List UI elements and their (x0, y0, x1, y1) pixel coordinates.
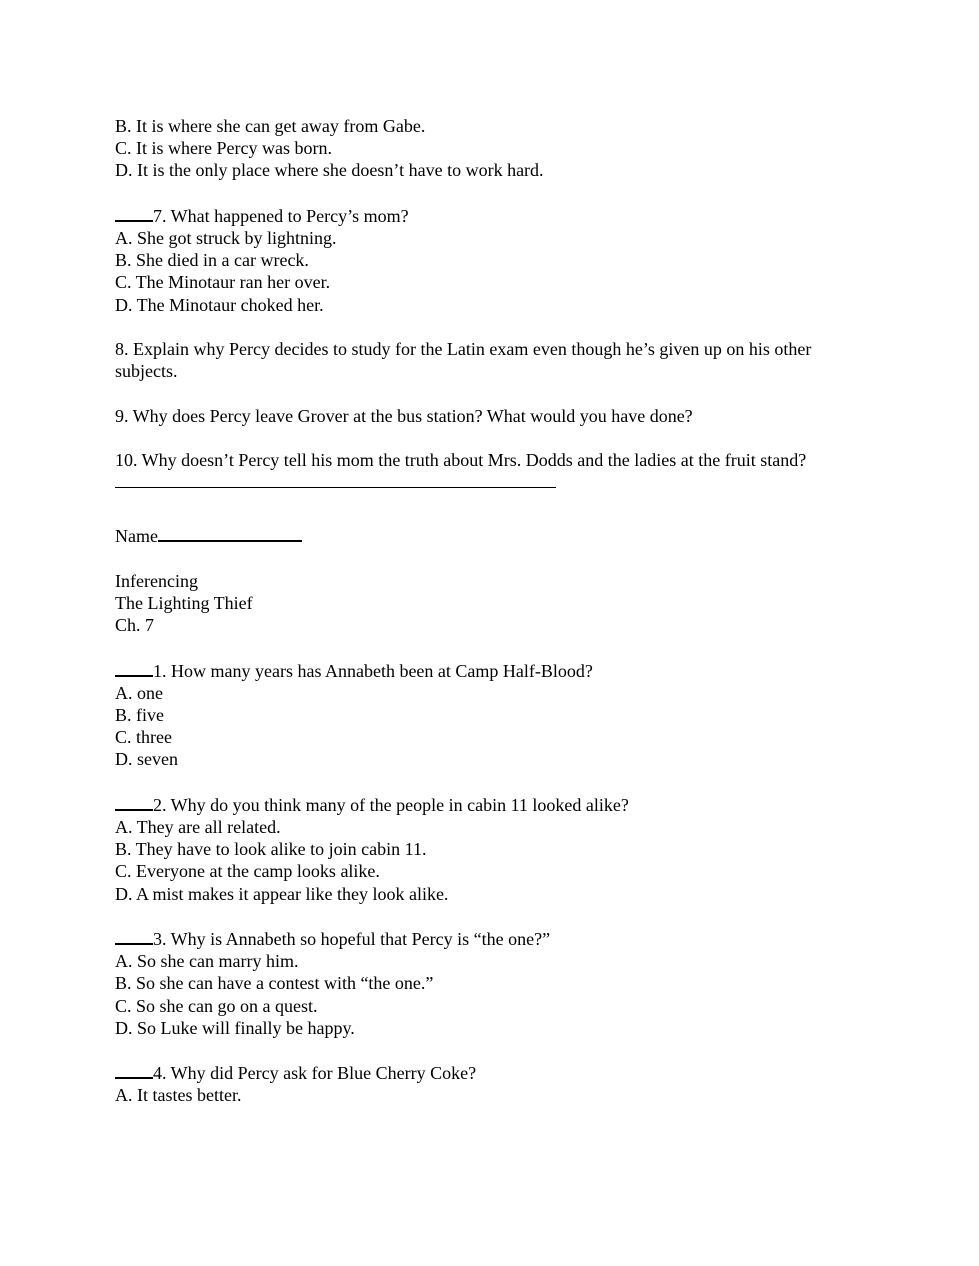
question-text: 1. How many years has Annabeth been at Camp Half-Blood? (153, 660, 593, 681)
option-a: A. It tastes better. (115, 1085, 242, 1106)
book-title: The Lighting Thief (115, 592, 253, 613)
option-c: C. So she can go on a quest. (115, 995, 318, 1016)
answer-blank[interactable] (115, 659, 153, 677)
worksheet-title: Inferencing (115, 570, 198, 591)
option-b: B. It is where she can get away from Gabe. (115, 116, 426, 136)
question-8: 8. Explain why Percy decides to study for the Latin exam even though he’s given up on his other subjects. (115, 339, 816, 382)
worksheet-page (115, 115, 815, 1107)
option-a: A. They are all related. (115, 816, 281, 837)
spacer (115, 427, 815, 449)
q6-options (115, 115, 815, 182)
answer-blank[interactable] (115, 927, 153, 945)
answer-blank[interactable] (115, 1061, 153, 1079)
question-text: 7. What happened to Percy’s mom? (153, 205, 409, 226)
option-c: C. three (115, 727, 172, 748)
option-b: B. five (115, 704, 164, 725)
question-10: 10. Why doesn’t Percy tell his mom the truth about Mrs. Dodds and the ladies at the fruit stand? (115, 449, 807, 470)
option-a: A. So she can marry him. (115, 951, 299, 972)
spacer (115, 548, 815, 570)
question-text: 4. Why did Percy ask for Blue Cherry Coke? (153, 1063, 477, 1084)
option-b: B. So she can have a contest with “the one.” (115, 973, 434, 994)
question-9: 9. Why does Percy leave Grover at the bus station? What would you have done? (115, 405, 693, 426)
option-d: D. It is the only place where she doesn’t have to work hard. (115, 160, 544, 181)
spacer (115, 182, 815, 204)
question-1 (115, 659, 815, 771)
name-label: Name (115, 526, 158, 547)
option-a: A. She got struck by lightning. (115, 228, 337, 248)
answer-blank[interactable] (115, 793, 153, 811)
question-text: 3. Why is Annabeth so hopeful that Percy is “the one?” (153, 928, 551, 949)
question-4 (115, 1061, 815, 1106)
spacer (115, 502, 815, 524)
option-d: D. So Luke will finally be happy. (115, 1017, 355, 1038)
chapter-label: Ch. 7 (115, 615, 155, 636)
spacer (115, 316, 815, 338)
question-7 (115, 204, 815, 316)
question-3 (115, 927, 815, 1039)
name-line (115, 524, 815, 547)
name-field[interactable] (158, 524, 302, 542)
spacer (115, 771, 815, 793)
option-b: B. She died in a car wreck. (115, 250, 309, 271)
spacer (115, 382, 815, 404)
spacer (115, 1039, 815, 1061)
option-d: D. The Minotaur choked her. (115, 294, 324, 315)
spacer (115, 636, 815, 658)
option-a: A. one (115, 682, 163, 703)
question-text: 2. Why do you think many of the people in cabin 11 looked alike? (153, 794, 629, 815)
option-c: C. Everyone at the camp looks alike. (115, 861, 380, 882)
answer-blank[interactable] (115, 204, 153, 222)
question-2 (115, 793, 815, 905)
option-b: B. They have to look alike to join cabin 11. (115, 839, 427, 860)
option-d: D. A mist makes it appear like they look alike. (115, 883, 449, 904)
option-c: C. The Minotaur ran her over. (115, 272, 331, 293)
option-d: D. seven (115, 749, 178, 770)
section-divider (115, 487, 556, 488)
option-c: C. It is where Percy was born. (115, 138, 332, 159)
spacer (115, 905, 815, 927)
